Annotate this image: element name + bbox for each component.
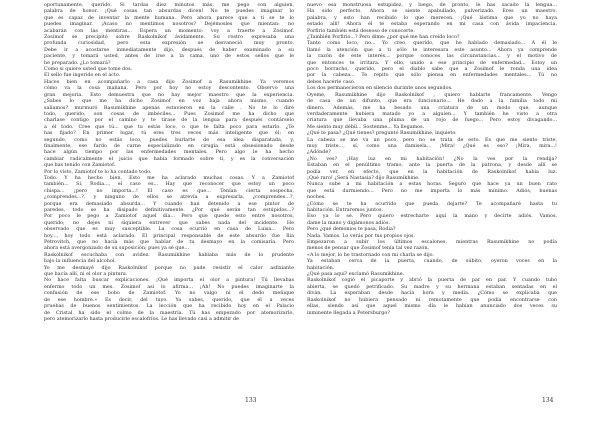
text-line: has fijado? En primer lugar, tú eres tres veces más inteligente que él; en <box>44 130 294 137</box>
text-line: Me siento muy débil... Sostenme... Ya llegamos. <box>307 123 425 130</box>
page-number-left: 133 <box>245 397 257 404</box>
text-line: ahora está avergonzado de su suposición; pues ya sé que... <box>44 245 189 252</box>
page-number-right: 134 <box>542 397 554 404</box>
text-line: palabra de honor. ¡Qué cosas tan absurdas dicen! No te puedes imaginar lo <box>44 8 294 15</box>
text-line: puedes imaginar. ¡Acaso no mentimos nosotros? Dejémosles que mientan: no <box>44 21 294 28</box>
text-line: he preparado. ¿Lo tomará? <box>44 59 111 66</box>
text-line: acabarán con las mentiras... Espera un momento: voy a traerte a Zosimof. <box>44 27 294 34</box>
text-line: llamó la atención que a ti sólo te interesara este asunto... Ahora ya comprende <box>307 46 557 53</box>
text-line: de Cristal ha sido el colmo de la maestría. Tú has empezado por atemorizarlo, <box>44 309 294 316</box>
text-line: menos de pensar que Zosimof tenía tal vez razón. <box>307 245 429 252</box>
text-line: también... Sí, Rodia..., el caso es... Hay que reconocer que estoy un poco <box>44 181 294 188</box>
text-line: Todo. Y ha hecho bien. Esto me ha aclarado muchas cosas. Y a Zamiotof <box>44 174 294 181</box>
text-line: Ha sido perfecto. Ahora se siente apabullado, pulverizado. Eres un maestro, <box>307 8 557 15</box>
text-line: observado que es muy susceptible. La cosa ocurrió en casa de Luisa... Pero <box>44 226 294 233</box>
text-line: a él todo. Cree que tú... que tu estás loco, o que te falta poco para estarlo. ¿Te <box>44 123 294 130</box>
text-line: noches. <box>307 194 326 201</box>
text-line: oportunamente, querido. Si tardas diez minutos más, me pego con alguien, <box>44 2 294 8</box>
text-line: la razón de este interés... porque conoces las circunstancias... y el motivo de <box>307 53 557 60</box>
text-line: inminente llegada a Petersburgo? <box>307 309 390 316</box>
text-line: que está durmiendo... Pero no me importa lo más mínimo. Adiós, buenas <box>307 187 557 194</box>
text-line: Como si quiere usted que tome dos. <box>44 66 133 73</box>
text-line: que has tenido con Zamiotof. <box>44 162 116 169</box>
text-line: Zosimof se precipitó sobre Raskolnikof ávidamente. Su rostro expresaba una <box>44 34 294 41</box>
text-line: Ya estaban cerca de la puerta, cuando, de súbito, oyeron voces en la <box>307 258 557 265</box>
text-line: ¿Qué pasa aquí? exclamó Rasumikhine. <box>307 271 405 278</box>
text-line: salíamos? murmuró Rasumikhine apenas estuvieron en la calle . No te lo diré <box>44 104 294 111</box>
text-line: pero atemorizarlo hasta producirle escalofríos. Le has llevado casi a admitir de <box>44 315 239 322</box>
text-line: Yo me desmayé dijo Raskolnikof porque no pude resistir el calor asfixiante <box>44 264 294 271</box>
text-line: debes hacerle caso. <box>307 78 356 85</box>
text-line: que entonces te irritara. Y ello, unido a ese principio de enfermedad... Estoy un <box>307 59 557 66</box>
text-line: Los dos permanecieron en silencio durante unos segundos. <box>307 85 453 92</box>
text-line: Debe ir a acostarse inmediatamente dijo, después de haber examinado a su <box>44 46 294 53</box>
right-text-column <box>307 2 557 316</box>
text-line: Por poco le pego a Zamiotof aquel día... Pero que quede esto entre nosotros, <box>44 213 294 220</box>
text-line: ¿No ves? ¡Hay luz en mi habitación! ¿No la ves por la rendija? <box>307 155 557 162</box>
text-line: Nunca sube a mi habitación a estas horas. Seguro que hace ya un buen rato <box>307 181 557 188</box>
text-line: Pero ¿qué demonios te pasa, Rodia? <box>307 226 396 233</box>
text-line: ellas, siendo así que aquel mismo día le habían anunciado dos veces su <box>307 303 557 310</box>
text-line: cómo va la cosa mañana. Pero por hoy no estoy descontento. Observo una <box>44 85 294 92</box>
text-line: paciente, y tomará usted, antes de irse a la cama, uno de estos sellos que le <box>44 53 294 60</box>
text-line: Por lo visto, Zamiotof te lo ha contado todo. <box>44 168 152 175</box>
text-line: La cabeza se me va un poco, pero no se trata de esto. Es que me siento triste, <box>307 136 557 143</box>
text-line: Oyeme, Rasumikhine dijo Raskolnikof , quiero hablarte francamente. Vengo <box>307 91 557 98</box>
text-line: Nada. Vamos. Lo verás por tus propios ojos. <box>307 232 415 239</box>
text-line: charlase contigo por el camino y te tirase de la lengua para después contárselo <box>44 117 294 124</box>
text-line: chispa... ¡pero no importa...! El caso es que... Tenían cierta sospecha, <box>44 187 294 194</box>
text-line: hace algún tiempo por las enfermedades mentales. Pero algo le ha hecho <box>44 149 294 156</box>
text-line: pruebas de buenos sentimientos. La lección que ha recibido hoy en el Palacio <box>44 303 294 310</box>
text-line: ¿Adónde? <box>307 149 331 156</box>
text-line: Estaban en el penúltimo tramo, ante la puerta de la patrona, y desde allí se <box>307 162 557 169</box>
text-line: criatura que llevaba una pluma de un rojo de fuego... Pero estoy divagando... <box>307 117 557 124</box>
text-line: podía ver, en efecto, que en la habitación de Raskolnikof había luz. <box>307 168 557 175</box>
text-line: porque era demasiado absurda... Y cuando han detenido a ese pintor de <box>44 200 294 207</box>
left-text-column <box>44 2 294 322</box>
text-line: Empezaron a subir los últimos escalones, mientras Rasumikhine no podía <box>307 239 557 246</box>
text-line: «A lo mejor, lo he trastornado con mi charla se dijo. <box>307 251 435 258</box>
text-line: habitación. <box>307 264 335 271</box>
text-line: habitación. Entraremos juntos. <box>307 207 384 213</box>
text-line: ¿Cómo se te ha ocurrido que pueda dejarte? Te acompañaré hasta tu <box>307 200 557 207</box>
text-line: Eso ya lo sé. Pero quiero estrecharte aquí la mano y decirte adiós. Vamos, <box>307 213 557 220</box>
text-line: Petrovitch, que no hacía más que hablar de tu desmayo en la comisaría. Pero <box>44 239 294 246</box>
text-line: Raskolnikof no hubiera pensado ni remotamente que podía encontrarse con <box>307 296 557 303</box>
text-line: profunda curiosidad, pero esta expresión se desvaneció muy pronto. <box>44 40 294 47</box>
text-line: querido; no dejes ni siquiera entrever que sabes nada del incidente. He <box>44 219 294 226</box>
text-line: estado allí! Ahora él te estaba esperando en mi casa con ávida impaciencia. <box>307 21 557 28</box>
text-line: muy triste..., sí, como una damisela... ¡Mira! ¿Qué es eso? ¡Mira, mira...! <box>307 142 557 149</box>
text-line: Haces bien en acompañarlo a casa dijo Zosimof a Rasumikhine. Ya veremos <box>44 78 294 85</box>
text-line: ¿También Porfirio...? Pero dime: ¿por qué me han creído loco? <box>307 34 460 41</box>
text-line: verdaderamente hubiera matado yo a alguien... Y también he visto a otra <box>307 110 557 117</box>
text-line: nuevo esa monstruosa estupidez, y luego, de pronto, le has sacado la lengua... <box>307 2 557 8</box>
text-line: Raskolnikof cogió el picaporte y abrió la puerta de par en par. Y cuando tubo <box>307 277 557 284</box>
text-line: finalmente, ese fardo de carne especializado en cirugía está obsesionado desde <box>44 142 294 149</box>
text-line: Raskolnikof escuchaba con avidez. Rasumikhine hablaba más de lo prudente <box>44 251 294 258</box>
text-line: El sello fue ingerido en el acto. <box>44 72 121 79</box>
text-line: ¿Sabes lo que me ha dicho Zosimof en voz baja ahora mismo, cuando <box>44 98 294 105</box>
text-line: hoy..., hoy todo está aclarado. El principal responsable de este absurdo fue Ilia <box>44 232 294 239</box>
text-line: que hacía allí, ni el olor a pintura. <box>44 271 128 278</box>
text-line: enfermo todo un mes. Zosimof así lo afirma... ¡Ah! No puedes imaginarte la <box>44 283 294 290</box>
text-line: cambiar radicalmente el juicio que había formado sobre ti, y es la conversación <box>44 155 294 162</box>
text-line: que es capaz de inventar la mente humana. Pero ahora parece que a ti se te lo <box>44 14 294 21</box>
text-line: de ese hombre.» Es decir, del tuyo. Ya sabes, querido, que él a veces <box>44 296 294 303</box>
text-line: Porfirio también está deseoso de conocerte. <box>307 27 415 34</box>
text-line: abierta, se quedó petrificado. Su madre y su hermana estaban sentadas en el <box>307 283 557 290</box>
text-line: ¡Qué raro! ¿Será Nastasia? dijo Rasumikhine. <box>307 174 420 181</box>
text-line: de casa de un difunto, que era funcionario... He dado a la familia todo mi <box>307 98 557 105</box>
text-line: dinero. Además, me ha besado una criatura de un modo que, aunque <box>307 104 557 111</box>
text-line: confusión de ese bobo de Zamiotof. Yo no valgo ni el dedo meñique <box>44 290 294 297</box>
text-line: dame la mano y digámonos adiós. <box>307 219 390 226</box>
right-page <box>300 0 600 424</box>
text-line: Tanto como loco, no... Yo creo, querido, que he hablado demasiado... A él le <box>307 40 557 47</box>
text-line: gran mejoría. Esto demuestra que no hay mejor maestro que la experiencia. <box>44 91 294 98</box>
text-line: palabra, y esto han recibido lo que merecen. ¡Qué lástima que yo no haya <box>307 14 557 21</box>
text-line: diván. La esperaban desde hacía hora y media. ¿Cómo se explicaba que <box>307 290 557 297</box>
text-line: segundo, como no estás loco, puedes burlarte de esa idea disparatada, y, <box>44 136 294 143</box>
text-line: poco borracho, querido, pero el diablo sabe que a Zosimof le ronda una idea <box>307 66 557 73</box>
text-line: paredes, todo se ha disipado definitivamente. ¿Por qué serán tan estúpidos...? <box>44 207 294 213</box>
text-line: No hace falta buscar explicaciones. ¡Qué importa el olor a pintura! Tú llevabas <box>44 277 294 284</box>
text-line: ¿comprendes...?, y ninguno de ellos se atrevía a expresarla, ¿comprendes...?, <box>44 194 294 201</box>
text-line: bajo la influencia del alcohol. <box>44 258 116 265</box>
text-line: ¿Qué te pasa? ¿Qué tienes? preguntó Rasumikhine, inquieto. <box>307 130 457 137</box>
text-line: todo, querido, son cosas de imbéciles... Pues Zosimof me ha dicho que <box>44 110 294 117</box>
text-line: por la cabeza... Te repito que sólo piensa en enfermedades mentales... Tú no <box>307 72 557 79</box>
